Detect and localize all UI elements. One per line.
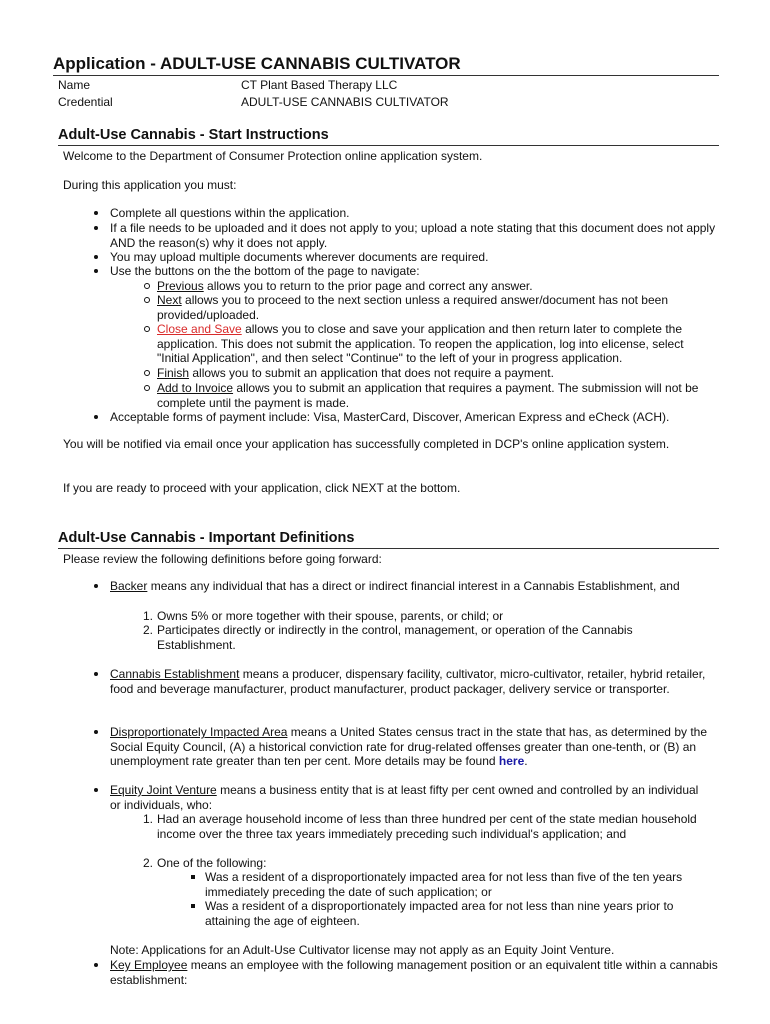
backer-definition: means any individual that has a direct or indirect financial interest in a Cannabis Establishment, and <box>147 579 680 593</box>
previous-link[interactable]: Previous <box>157 279 204 293</box>
equity-joint-venture-term: Equity Joint Venture <box>110 783 217 797</box>
nav-item-finish <box>157 366 717 381</box>
previous-description: allows you to return to the prior page and correct any answer. <box>203 279 533 293</box>
name-label: Name <box>58 78 91 92</box>
list-item <box>143 812 717 841</box>
dia-definition: means a United States census tract in the state that has, as determined by the Social Equity Council, (A) a historical conviction rate for drug-related offenses greater than one-tenth, or (B) an unemployment rate greater than ten per cent. More details may be found <box>110 725 708 769</box>
dia-period: . <box>524 754 528 769</box>
definition-backer <box>110 579 710 594</box>
list-item <box>143 856 717 871</box>
note-text: Note: Applications for an Adult-Use Cultivator license may not apply as an Equity Joint Venture. <box>110 943 615 957</box>
list-item <box>143 609 717 624</box>
backer-term: Backer <box>110 579 148 593</box>
definition-key-employee <box>110 958 722 987</box>
item-number: 2. <box>143 856 154 870</box>
name-value: CT Plant Based Therapy LLC <box>241 78 398 92</box>
ready-text: If you are ready to proceed with your application, click NEXT at the bottom. <box>63 481 461 495</box>
close-save-description: allows you to close and save your application and then return later to complete the application. This does not submit the application. To reopen the application, log into elicense, select "Initial Application", and then select "Continue" to the left of your in progress application. <box>157 322 684 366</box>
nav-item-invoice <box>157 381 717 410</box>
credential-value: ADULT-USE CANNABIS CULTIVATOR <box>241 95 449 109</box>
item-text: One of the following: <box>157 856 267 870</box>
list-item: Was a resident of a disproportionately impacted area for not less than nine years prior to attaining the age of eighteen. <box>205 899 720 928</box>
definitions-heading: Adult-Use Cannabis - Important Definitions <box>58 530 719 549</box>
list-item: Complete all questions within the application. <box>110 206 718 221</box>
nav-item-close-save <box>157 322 717 366</box>
item-text: Had an average household income of less than three hundred per cent of the state median household income over the three tax years immediately preceding such individual's application; and <box>157 812 697 841</box>
list-item: If a file needs to be uploaded and it does not apply to you; upload a note stating that this document does not apply AND the reason(s) why it does not apply. <box>110 221 718 250</box>
list-item: Acceptable forms of payment include: Visa, MasterCard, Discover, American Express and eCheck (ACH). <box>110 410 722 425</box>
key-employee-definition: means an employee with the following management position or an equivalent title within a cannabis establishment: <box>110 958 718 987</box>
list-item: You may upload multiple documents wherever documents are required. <box>110 250 718 265</box>
definitions-intro: Please review the following definitions before going forward: <box>63 552 382 566</box>
list-item <box>143 623 687 652</box>
next-description: allows you to proceed to the next section unless a required answer/document has not been provided/uploaded. <box>157 293 668 322</box>
close-and-save-link[interactable]: Close and Save <box>157 322 242 336</box>
definition-cannabis-establishment <box>110 667 710 696</box>
item-text: Owns 5% or more together with their spouse, parents, or child; or <box>157 609 504 623</box>
dia-term: Disproportionately Impacted Area <box>110 725 288 739</box>
credential-label: Credential <box>58 95 113 109</box>
item-text: Participates directly or indirectly in the control, management, or operation of the Cannabis Establishment. <box>157 623 633 652</box>
invoice-description: allows you to submit an application that requires a payment. The submission will not be complete until the payment is made. <box>157 381 699 410</box>
definition-dia <box>110 725 722 769</box>
welcome-text: Welcome to the Department of Consumer Protection online application system. <box>63 149 483 163</box>
add-to-invoice-link[interactable]: Add to Invoice <box>157 381 234 395</box>
notified-text: You will be notified via email once your application has successfully completed in DCP's online application system. <box>63 437 670 451</box>
nav-item-previous <box>157 279 717 294</box>
key-employee-term: Key Employee <box>110 958 188 972</box>
cannabis-establishment-term: Cannabis Establishment <box>110 667 240 681</box>
item-number: 1. <box>143 812 154 826</box>
page-title: Application - ADULT-USE CANNABIS CULTIVATOR <box>53 54 719 76</box>
start-instructions-heading: Adult-Use Cannabis - Start Instructions <box>58 127 719 146</box>
finish-description: allows you to submit an application that does not require a payment. <box>189 366 554 380</box>
cannabis-establishment-definition: means a producer, dispensary facility, cultivator, micro-cultivator, retailer, hybrid retailer, food and beverage manufacturer, product manufacturer, product packager, delivery service or transporter. <box>110 667 706 696</box>
definition-equity-joint-venture <box>110 783 710 812</box>
equity-joint-venture-definition: means a business entity that is at least fifty per cent owned and controlled by an individual or individuals, who: <box>110 783 699 812</box>
item-number: 2. <box>143 623 154 637</box>
here-link[interactable]: here <box>498 754 525 769</box>
list-item: Was a resident of a disproportionately impacted area for not less than five of the ten years immediately preceding the date of such application; or <box>205 870 710 899</box>
list-item: Use the buttons on the the bottom of the page to navigate: <box>110 264 718 279</box>
nav-item-next <box>157 293 717 322</box>
item-number: 1. <box>143 609 154 623</box>
during-text: During this application you must: <box>63 178 237 192</box>
finish-link[interactable]: Finish <box>157 366 190 380</box>
next-link[interactable]: Next <box>157 293 182 307</box>
